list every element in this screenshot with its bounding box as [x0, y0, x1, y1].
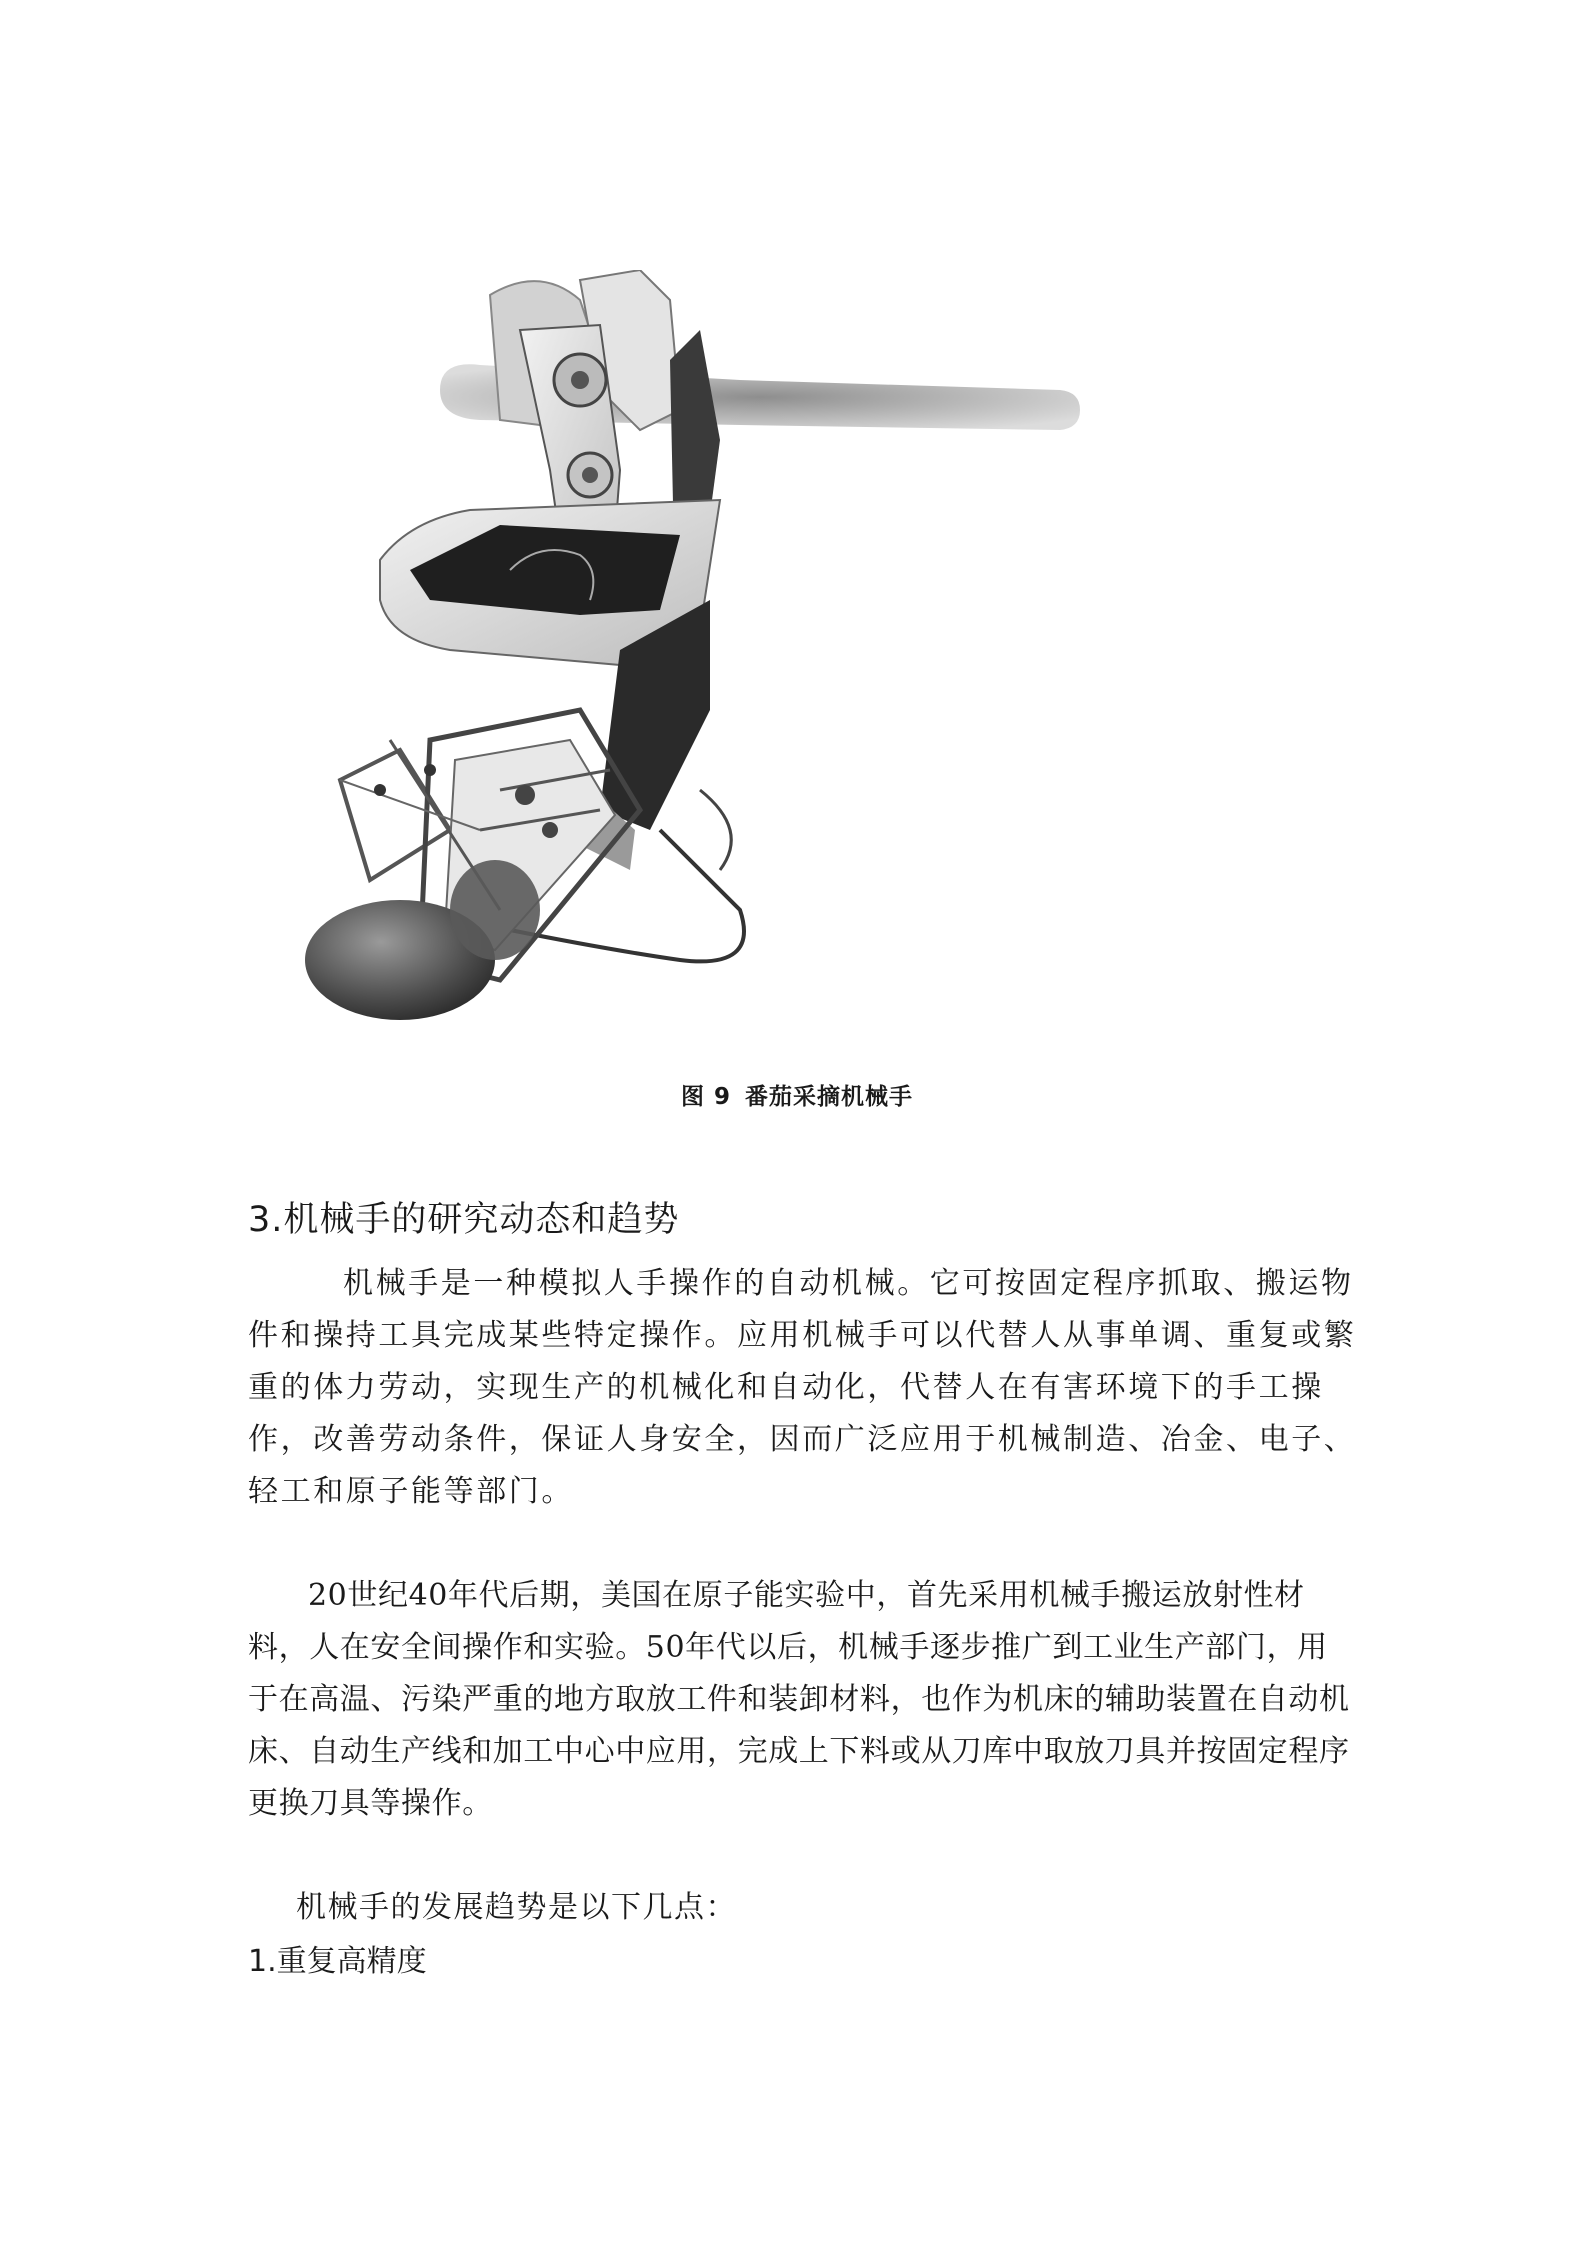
figure-number: 图 9 [680, 1084, 731, 1110]
body-paragraph: 20世纪40年代后期，美国在原子能实验中，首先采用机械手搬运放射性材料，人在安全间操作和实验。50年代以后，机械手逐步推广到工业生产部门，用于在高温、污染严重的地方取放工件和装卸材料，也作为机床的辅助装置在自动机床、自动生产线和加工中心中应用，完成上下料或从刀库中取放刀具并按固定程序更换刀具等操作。 [248, 1578, 1350, 1821]
figure-caption-text: 番茄采摘机械手 [745, 1084, 913, 1110]
section-heading: 3.机械手的研究动态和趋势 [248, 1200, 680, 1240]
body-paragraph: 机械手是一种模拟人手操作的自动机械。它可按固定程序抓取、搬运物件和操持工具完成某些特定操作。应用机械手可以代替人从事单调、重复或繁重的体力劳动，实现生产的机械化和自动化，代替人在有害环境下的手工操作，改善劳动条件，保证人身安全，因而广泛应用于机械制造、冶金、电子、轻工和原子能等部门。 [248, 1266, 1357, 1509]
body-paragraph: 机械手的发展趋势是以下几点： [296, 1890, 737, 1925]
figure-caption [0, 1078, 1594, 1111]
list-item: 1.重复高精度 [248, 1944, 427, 1979]
tomato-picking-manipulator-photo [280, 270, 1120, 1020]
